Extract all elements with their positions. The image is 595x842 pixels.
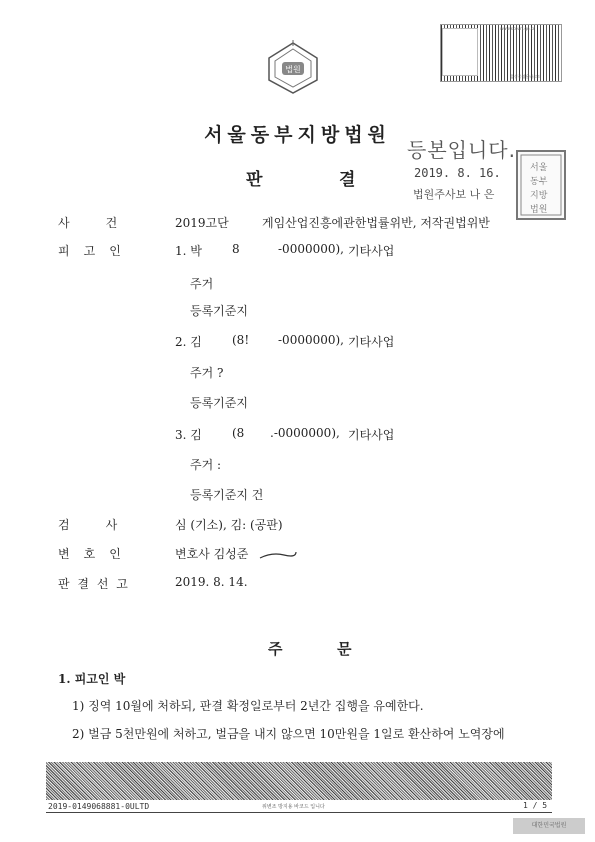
defendant-1-rrn-prefix: 8 [232,242,240,256]
defendant-1-name: 1. 박 [175,244,202,258]
doc-type-left: 판 [246,170,263,190]
page-number: 1 / 5 [523,801,548,810]
defendant-3-rrn: .-0000000), [270,426,340,440]
order-title-left: 주 [268,640,283,658]
court-emblem-icon [262,40,324,96]
defendant-3-job: 기타사업 [348,428,395,442]
svg-text:동부: 동부 [530,177,548,187]
qr-url: www.scourt.go.kr [500,26,535,31]
defendant-2-residence: 주거 ? [190,366,224,380]
svg-text:지방: 지방 [530,191,548,201]
signature-stroke-icon [258,545,298,555]
case-charges: 게임산업진흥에관한법률위반, 저작권법위반 [262,216,490,230]
doc-type-right: 결 [339,170,356,190]
defendant-3-name: 3. 김 [175,428,202,442]
defendant-3-registry: 등록기준지 건 [190,488,264,502]
certified-copy-stamp: 등본입니다. [407,138,516,162]
defendant-1-residence: 주거 [190,277,214,291]
document-id: 2019-0149068881-0ULTD [48,802,150,811]
defendant-3-residence: 주거 : [190,458,222,472]
order-title-right: 문 [337,640,352,658]
issuer-badge [513,818,585,834]
svg-text:법원: 법원 [285,65,301,74]
defendant-2-rrn-prefix: (8! [232,333,250,347]
prosecutors: 심 (기소), 김: (공판) [175,518,283,532]
label-prosecutor: 검 사 [58,518,118,532]
footer-divider [46,812,552,813]
case-number: 2019고단 [175,216,229,230]
svg-text:법원: 법원 [530,205,548,215]
order-sub-2: 2) 벌금 5천만원에 처하고, 벌금을 내지 않으면 10만원을 1일로 환산하여 노역장에 [72,727,505,741]
label-verdict-date: 판 결 선 고 [58,577,130,591]
defendant-1-registry: 등록기준지 [190,304,248,318]
defendant-1-rrn: -0000000), [278,242,344,256]
defense-counsel: 변호사 김성준 [175,547,249,561]
svg-text:서울: 서울 [530,163,548,173]
anti-forgery-notice: 위변조 방지용 바코드 입니다 [262,804,325,810]
defendant-2-name: 2. 김 [175,335,202,349]
verdict-date: 2019. 8. 14. [175,575,248,589]
issuer-label: 대한민국법원 [531,822,567,829]
order-item-1: 1. 피고인 박 [58,672,126,686]
certification-date: 2019. 8. 16. [414,166,501,180]
order-sub-1: 1) 징역 10월에 처하되, 판결 확정일로부터 2년간 집행을 유예한다. [72,699,424,713]
certifying-officer: 법원주사보 나 은 [413,188,495,201]
security-barcode [46,762,552,800]
defendant-2-job: 기타사업 [348,335,395,349]
label-case: 사 건 [58,216,118,230]
official-seal-icon [516,150,566,220]
court-name: 서울동부지방법원 [204,124,391,146]
defendant-1-job: 기타사업 [348,244,395,258]
label-counsel: 변 호 인 [58,547,121,561]
defendant-2-registry: 등록기준지 [190,396,248,410]
label-defendant: 피 고 인 [58,244,121,258]
qr-redaction [442,28,478,76]
defendant-3-rrn-prefix: (8 [232,426,245,440]
qr-caption: 음성증명용바코드 [510,74,541,79]
defendant-2-rrn: -0000000), [278,333,344,347]
